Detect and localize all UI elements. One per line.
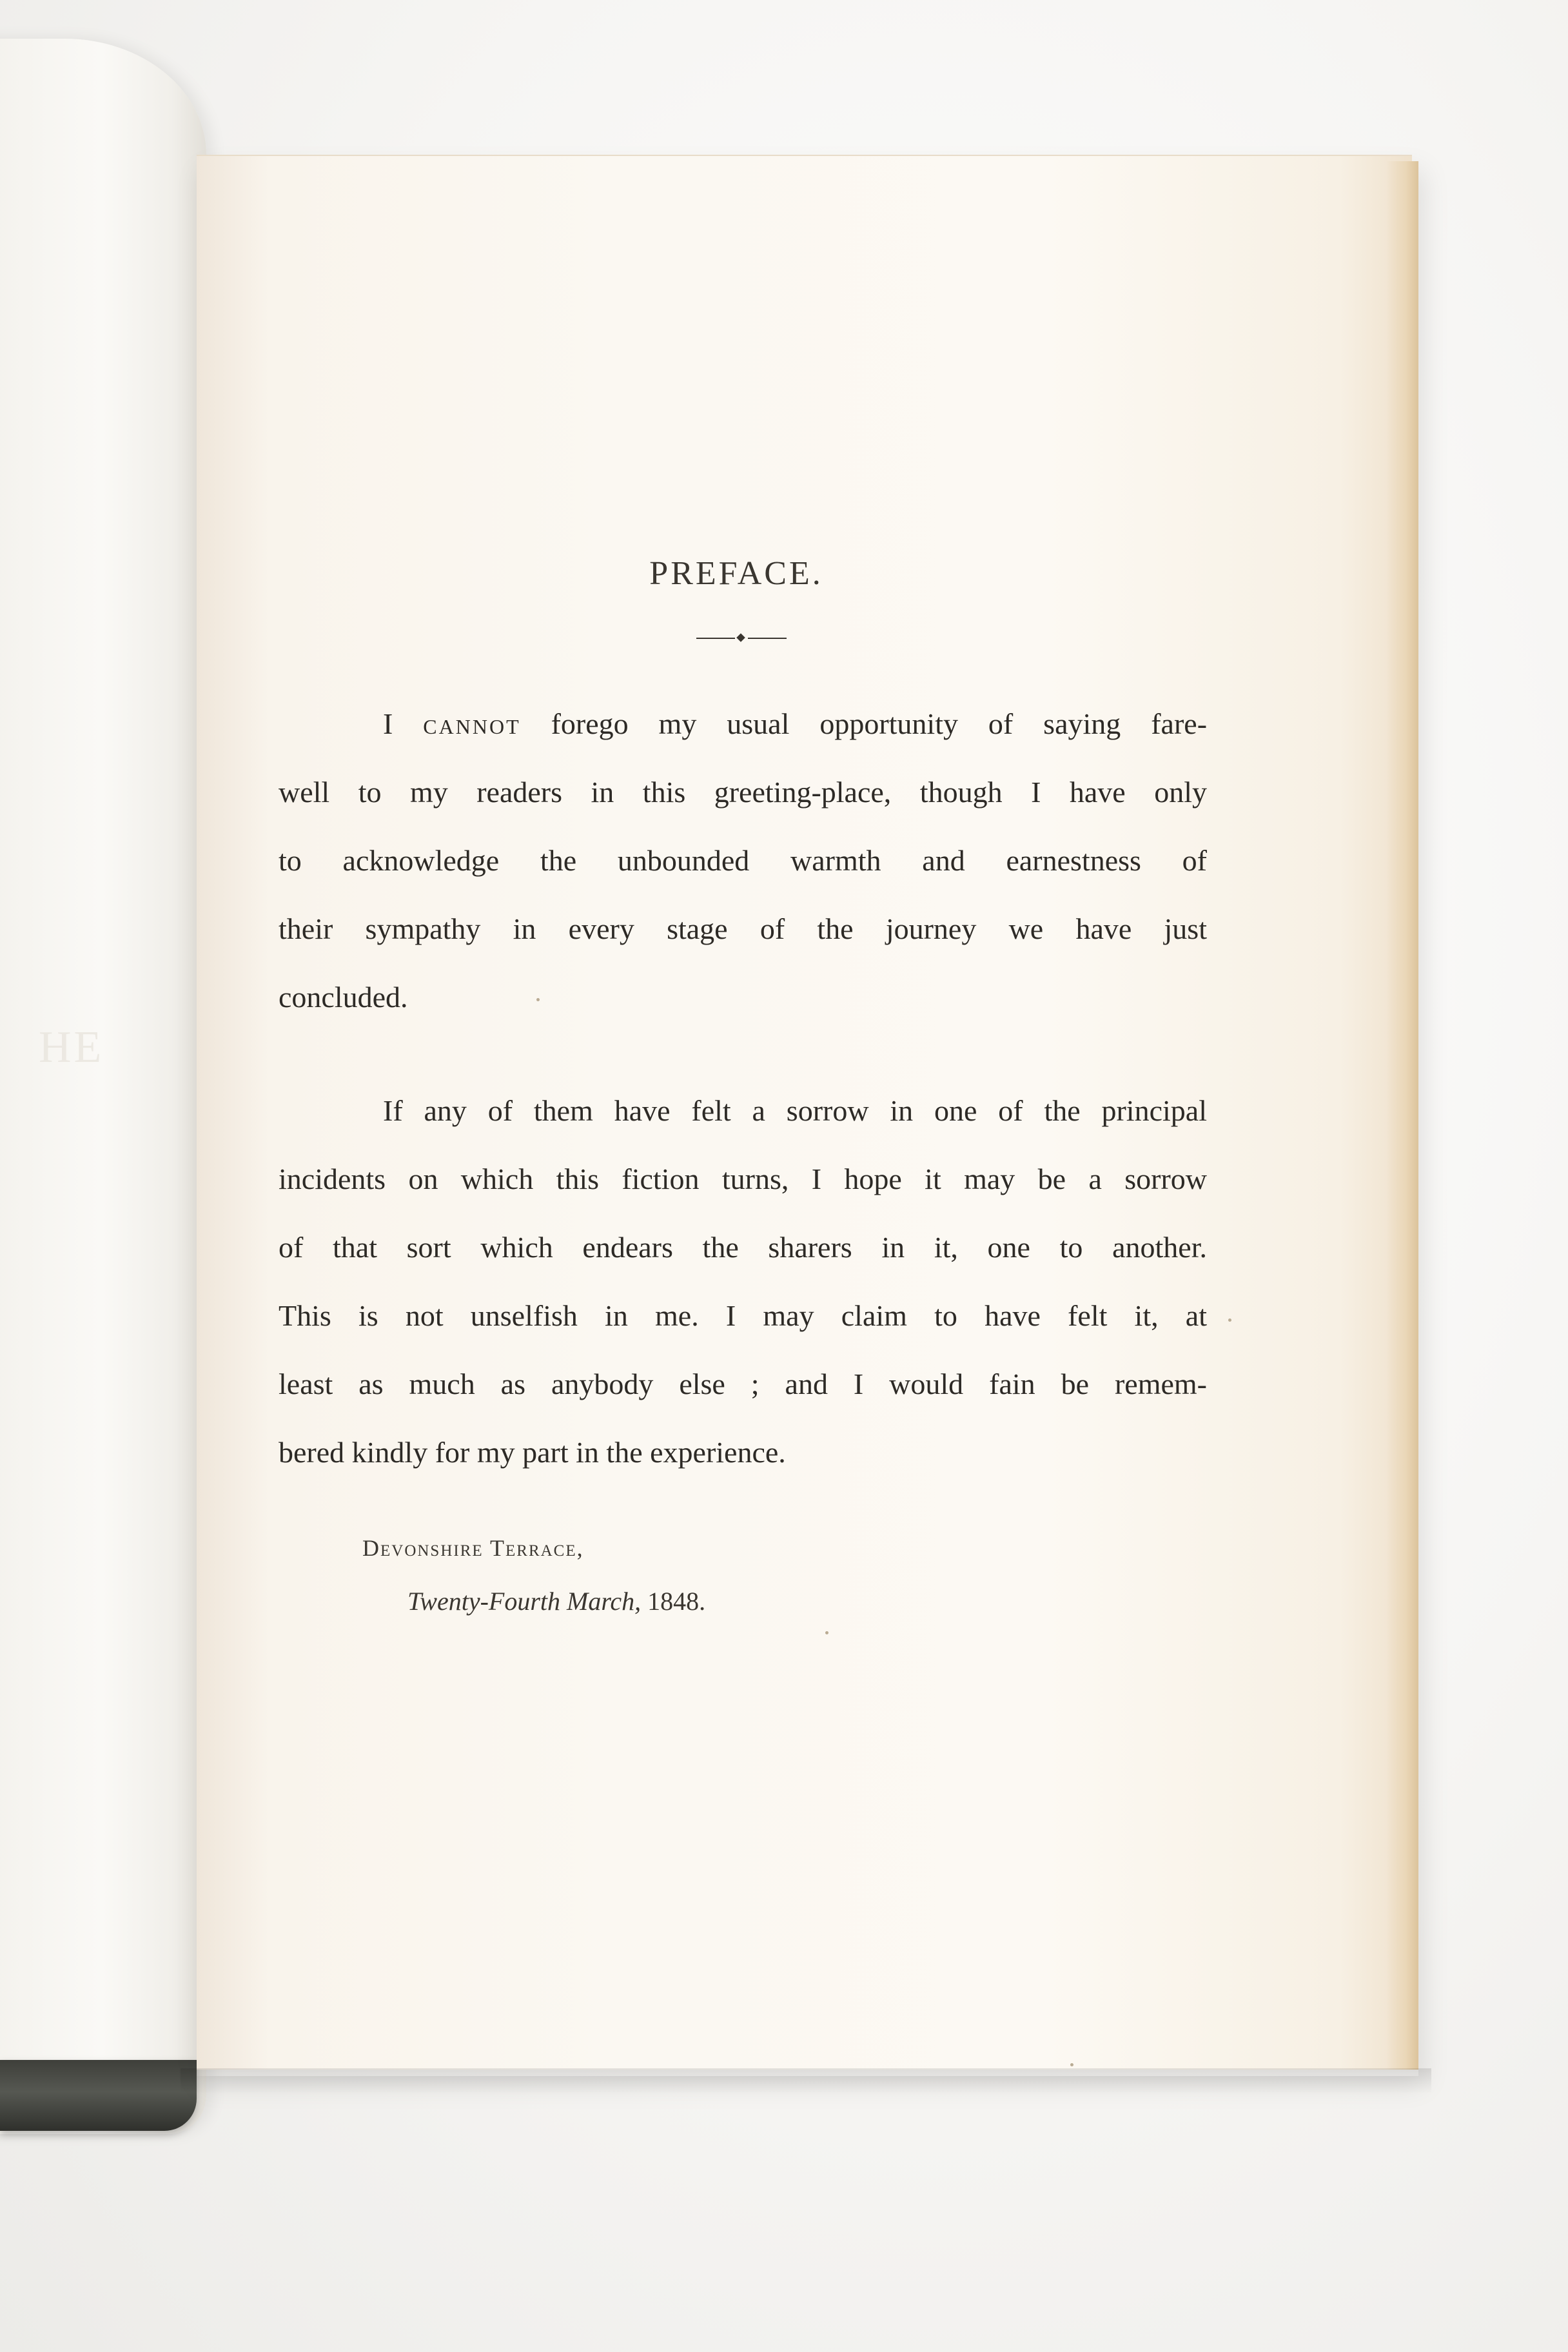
paragraph-line: their sympathy in every stage of the journey we have just <box>279 912 1207 945</box>
signature-date-italic: Twenty-Fourth March, <box>407 1587 642 1616</box>
book-cover-edge <box>0 2060 197 2131</box>
paragraph-line: incidents on which this fiction turns, I hope it may be a sorrow <box>279 1162 1207 1195</box>
paper-speck <box>1228 1318 1231 1322</box>
paragraph-line: This is not unselfish in me. I may claim to have felt it, at <box>279 1299 1207 1332</box>
signature-date <box>407 1586 705 1616</box>
paragraph-line: If any of them have felt a sorrow in one of the principal <box>383 1094 1207 1127</box>
diamond-ornament-icon <box>736 633 745 642</box>
paragraph-1 <box>279 690 1207 1032</box>
paragraph-line: well to my readers in this greeting-place, though I have only <box>279 776 1207 808</box>
page-edge-toning <box>1386 161 1418 2070</box>
page-title: PREFACE. <box>649 555 823 592</box>
page-bottom-shadow <box>181 2068 1431 2094</box>
paper-speck <box>1070 2063 1073 2066</box>
left-page-curl <box>0 39 206 2134</box>
opening-word: I <box>383 707 393 740</box>
paragraph-line: to acknowledge the unbounded warmth and earnestness of <box>279 844 1207 877</box>
paragraph-line: concluded. <box>279 981 408 1014</box>
left-page-bleedthrough: HE <box>39 1023 104 1072</box>
paragraph-line: least as much as anybody else ; and I would fain be remem- <box>279 1367 1207 1400</box>
paragraph-2 <box>279 1077 1207 1487</box>
paragraph-line: of that sort which endears the sharers in it, one to another. <box>279 1231 1207 1264</box>
paper-speck <box>825 1631 828 1634</box>
signature-place: Devonshire Terrace, <box>362 1535 584 1561</box>
title-ornament-rule <box>696 632 787 645</box>
paragraph-line <box>279 690 1207 758</box>
line-text: forego my usual opportunity of saying fare- <box>551 707 1208 740</box>
signature-year: 1848. <box>647 1587 706 1616</box>
paragraph-line: bered kindly for my part in the experience. <box>279 1436 786 1469</box>
opening-small-caps: cannot <box>423 707 521 740</box>
